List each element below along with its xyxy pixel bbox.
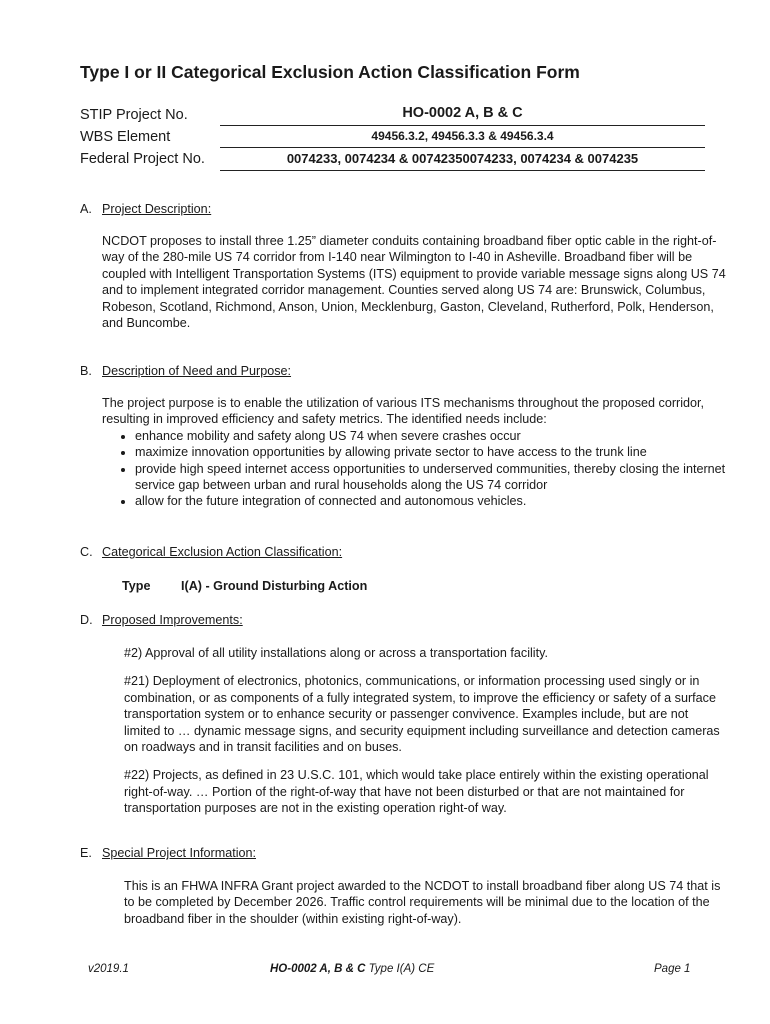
section-letter: A. xyxy=(80,202,92,216)
section-title: Project Description: xyxy=(102,202,212,216)
section-letter: E. xyxy=(80,846,92,860)
section-title: Description of Need and Purpose: xyxy=(102,364,292,378)
list-item: • enhance mobility and safety along US 74 when severe crashes occur xyxy=(135,428,730,444)
project-identifiers xyxy=(80,104,705,170)
page-number: Page 1 xyxy=(654,963,691,975)
section-letter: C. xyxy=(80,545,93,559)
list-item: • allow for the future integration of connected and autonomous vehicles. xyxy=(135,493,730,509)
section-e xyxy=(80,845,730,927)
section-b-heading xyxy=(80,363,730,381)
needs-list xyxy=(80,428,730,510)
federal-value: 0074233, 0074234 & 00742350074233, 0074234 & 0074235 xyxy=(220,151,705,171)
federal-row xyxy=(80,148,705,170)
federal-label: Federal Project No. xyxy=(80,151,205,167)
section-e-heading xyxy=(80,845,730,863)
special-info-text: This is an FHWA INFRA Grant project awarded to the NCDOT to install broadband fiber along US 74 that is to be completed by December 2026. Traffic control requirements will be minimal due to the location of the broadband fiber in the shoulder (within existing right-of-way). xyxy=(124,879,721,926)
need-purpose-text: The project purpose is to enable the utilization of various ITS mechanisms throughout the proposed corridor, resulting in improved efficiency and safety metrics. The identified needs include: xyxy=(102,396,705,427)
form-version: v2019.1 xyxy=(88,963,129,975)
classification-line xyxy=(80,578,730,596)
section-a xyxy=(80,201,730,331)
improvement-item: #22) Projects, as defined in 23 U.S.C. 101, which would take place entirely within the existing operational right-of-way. … Portion of the right-of-way that have not been disturbed or that are not maintained for transportation purposes are not in the existing operation right-of way. xyxy=(124,768,709,816)
section-letter: B. xyxy=(80,364,92,378)
wbs-value: 49456.3.2, 49456.3.3 & 49456.3.4 xyxy=(220,129,705,148)
section-b xyxy=(80,363,730,510)
stip-label: STIP Project No. xyxy=(80,107,188,123)
stip-value: HO-0002 A, B & C xyxy=(220,105,705,126)
improvement-item: #21) Deployment of electronics, photonics, communications, or information processing used singly or in combination, or as components of a fully integrated system, to improve the efficiency or safety of a surface transportation system or to enhance security or passenger convivence. Examples include, but are not limited to … dynamic message signs, and security equipment including surveillance and detection cameras on roadways and in transit facilities and on buses. xyxy=(124,674,720,755)
type-value: I(A) - Ground Disturbing Action xyxy=(181,579,368,593)
section-title: Categorical Exclusion Action Classification: xyxy=(102,545,343,559)
section-a-heading xyxy=(80,201,730,219)
section-title: Proposed Improvements: xyxy=(102,613,243,627)
footer-project-id: HO-0002 A, B & C xyxy=(270,963,366,975)
list-item: • provide high speed internet access opportunities to underserved communities, thereby closing the internet service gap between urban and rural households along the US 74 corridor xyxy=(135,461,730,494)
project-description-text: NCDOT proposes to install three 1.25” diameter conduits containing broadband fiber optic cable in the right-of-way of the 280-mile US 74 corridor from I-140 near Wilmington to I-40 in Asheville. Broadband fiber will be coupled with Intelligent Transportation Systems (ITS) equipment to provide variable message signs along US 74 and to implement integrated corridor management. Counties served along US 74 are: Brunswick, Columbus, Robeson, Scotland, Richmond, Anson, Union, Mecklenburg, Gaston, Cleveland, Rutherford, Polk, Henderson, and Buncombe. xyxy=(102,234,726,331)
footer-project xyxy=(270,963,434,975)
wbs-label: WBS Element xyxy=(80,129,171,145)
footer-project-type: Type I(A) CE xyxy=(365,963,435,975)
section-d xyxy=(80,612,730,817)
list-item: • maximize innovation opportunities by allowing private sector to have access to the trunk line xyxy=(135,444,730,460)
stip-row xyxy=(80,104,705,126)
section-d-heading xyxy=(80,612,730,630)
section-title: Special Project Information: xyxy=(102,846,256,860)
section-c xyxy=(80,544,730,596)
form-title: Type I or II Categorical Exclusion Action Classification Form xyxy=(80,62,580,82)
improvement-item: #2) Approval of all utility installations along or across a transportation facility. xyxy=(124,646,548,660)
wbs-row xyxy=(80,126,705,148)
section-c-heading xyxy=(80,544,730,562)
type-label: Type xyxy=(122,579,151,593)
section-letter: D. xyxy=(80,613,93,627)
